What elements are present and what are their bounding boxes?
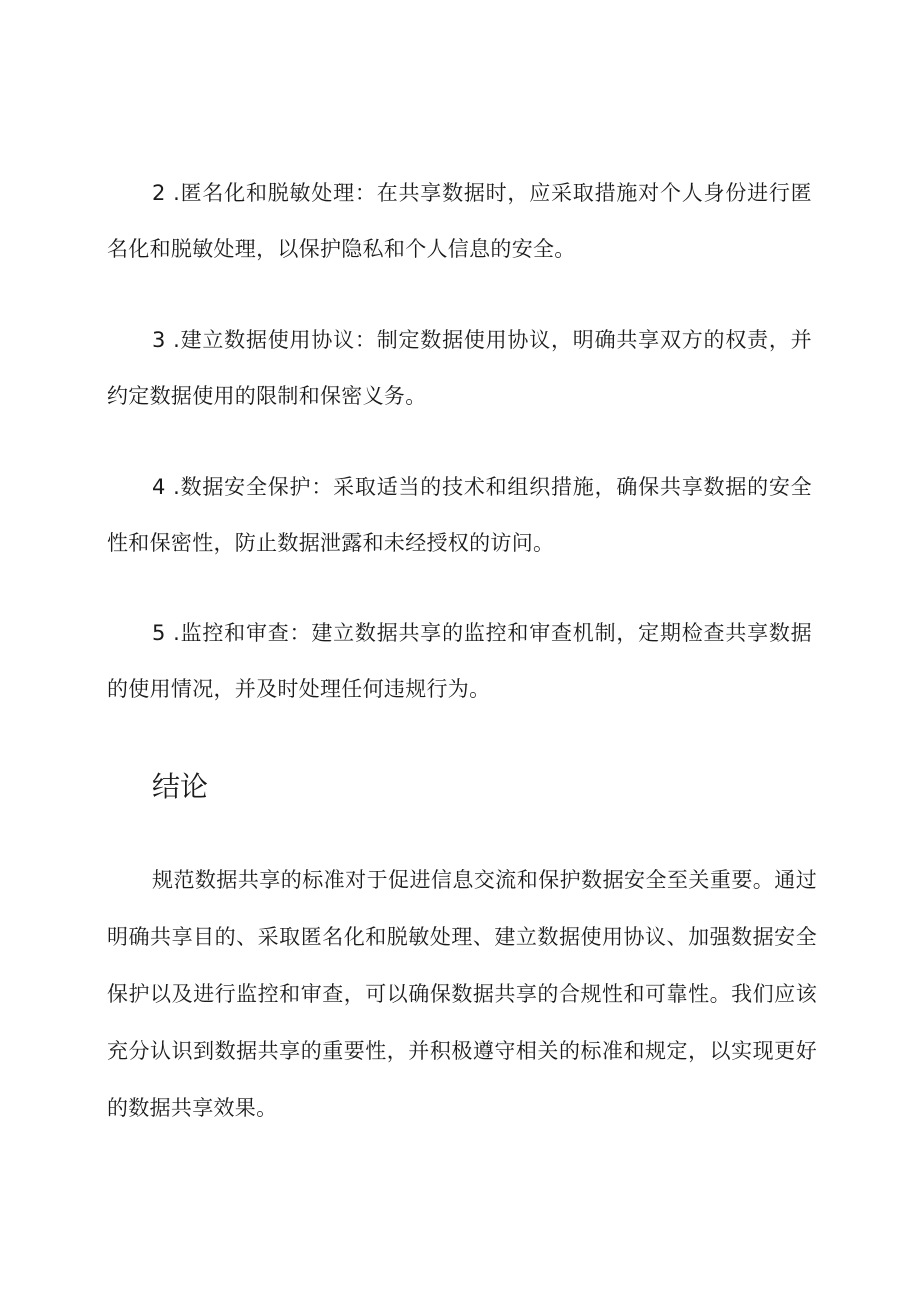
list-item-monitoring: [107, 605, 812, 717]
list-item-anonymization: [107, 165, 812, 277]
list-item-text: .数据安全保护：采取适当的技术和组织措施，确保共享数据的安全性和保密性，防止数据泄露和未经授权的访问。: [107, 475, 812, 555]
list-item-text: .建立数据使用协议：制定数据使用协议，明确共享双方的权责，并约定数据使用的限制和保密义务。: [107, 328, 812, 408]
list-item-text: .监控和审查：建立数据共享的监控和审查机制，定期检查共享数据的使用情况，并及时处理任何违规行为。: [107, 621, 812, 701]
conclusion-paragraph: 规范数据共享的标准对于促进信息交流和保护数据安全至关重要。通过明确共享目的、采取匿名化和脱敏处理、建立数据使用协议、加强数据安全保护以及进行监控和审查，可以确保数据共享的合规性和可靠性。我们应该充分认识到数据共享的重要性，并积极遵守相关的标准和规定，以实现更好的数据共享效果。: [107, 868, 817, 1120]
conclusion-heading: 结论: [152, 770, 209, 803]
list-item-number: 3: [152, 328, 166, 352]
list-item-text: .匿名化和脱敏处理：在共享数据时，应采取措施对个人身份进行匿名化和脱敏处理，以保护隐私和个人信息的安全。: [107, 181, 812, 261]
list-item-number: 5: [152, 621, 166, 645]
list-item-number: 4: [152, 475, 166, 499]
list-item-data-use-agreement: [107, 312, 812, 424]
list-item-number: 2: [152, 181, 166, 205]
list-item-data-security: [107, 459, 812, 571]
